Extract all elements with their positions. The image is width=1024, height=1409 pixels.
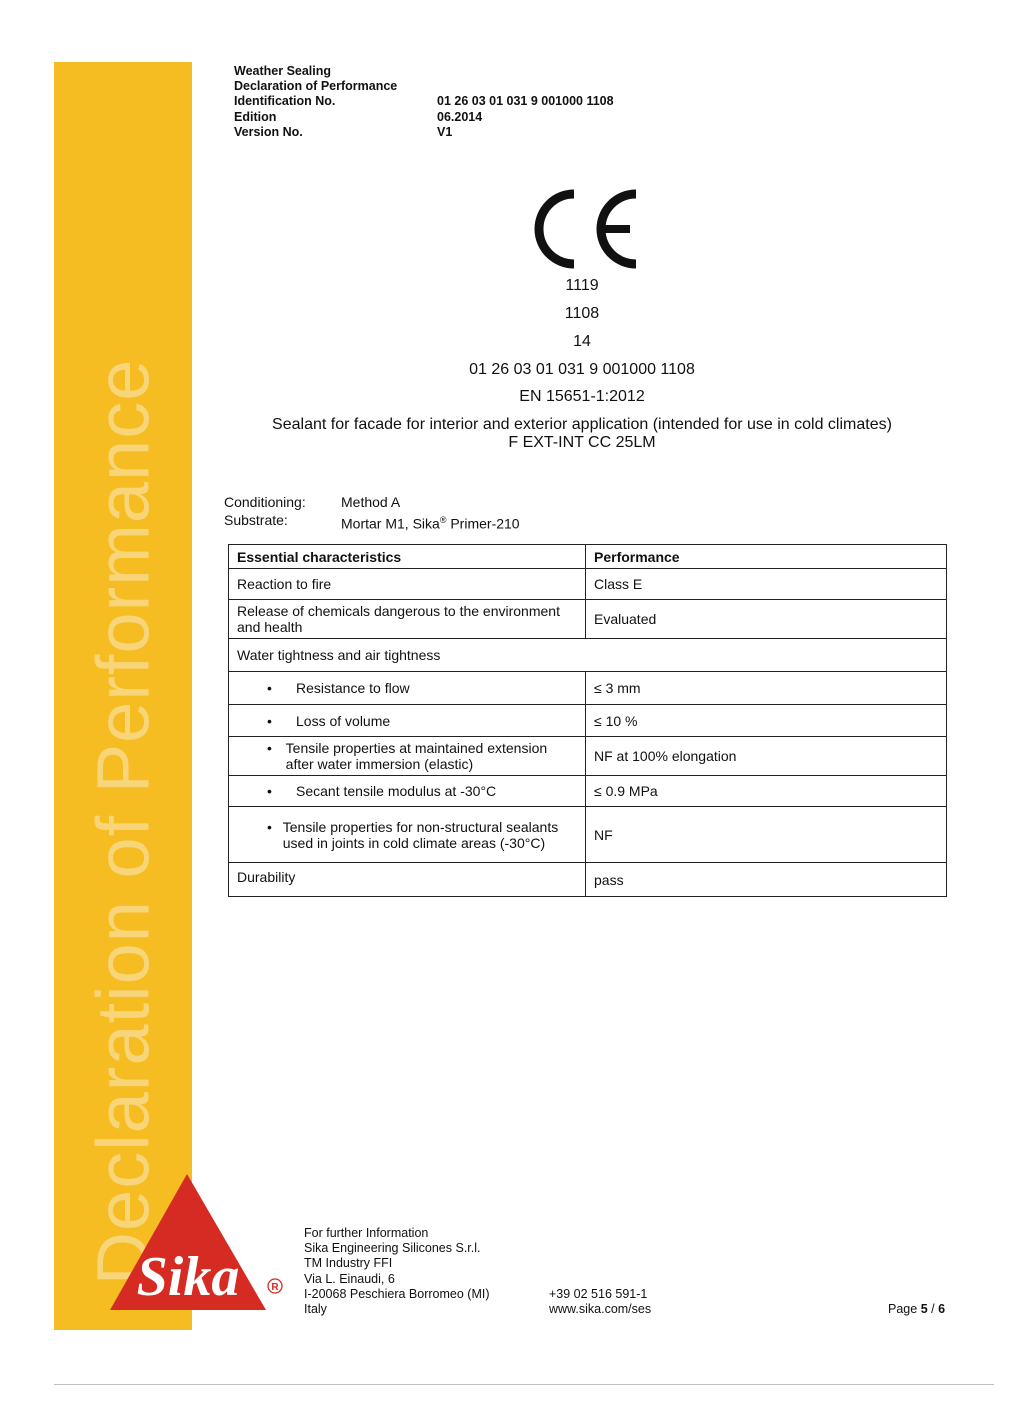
registered-mark: ® [439, 515, 447, 525]
bullet-icon: • [267, 740, 272, 756]
characteristic-label: Tensile properties for non-structural sealants used in joints in cold climate areas (-30°C) [282, 818, 559, 851]
header-row [234, 125, 614, 140]
footer-contact [549, 1287, 651, 1317]
substrate-value: Mortar M1, Sika® Primer-210 [341, 515, 520, 532]
document-header [234, 64, 614, 140]
characteristic-label: Loss of volume [296, 712, 391, 729]
notified-body-number: 1119 [565, 277, 599, 294]
performance-value: Evaluated [586, 600, 947, 639]
table-row [229, 672, 947, 705]
characteristic-group-label: Water tightness and air tightness [229, 639, 947, 672]
characteristic-label: Secant tensile modulus at -30°C [296, 783, 497, 799]
harmonised-standard: EN 15651-1:2012 [519, 388, 645, 405]
bullet-icon: • [267, 818, 272, 835]
performance-value: ≤ 0.9 MPa [586, 776, 947, 807]
column-header-characteristics: Essential characteristics [229, 545, 586, 569]
header-row-label: Identification No. [234, 94, 336, 109]
header-title: Declaration of Performance [234, 79, 398, 94]
svg-text:R: R [271, 1282, 279, 1293]
header-row [234, 110, 614, 125]
table-row [229, 639, 947, 672]
ce-mark-icon [526, 188, 642, 270]
characteristic-label: Release of chemicals dangerous to the environment and health [229, 600, 586, 639]
performance-value: ≤ 10 % [586, 705, 947, 737]
table-row [229, 776, 947, 807]
sika-logo-text: Sika [136, 1246, 240, 1308]
bullet-icon: • [267, 783, 272, 799]
header-category: Weather Sealing [234, 64, 332, 78]
certificate-number: 1108 [564, 305, 600, 322]
product-description: Sealant for facade for interior and exterior application (intended for use in cold climates) [272, 416, 892, 433]
ce-year: 14 [573, 333, 591, 350]
sika-logo [108, 1172, 288, 1314]
footer-phone: +39 02 516 591-1 [549, 1287, 648, 1301]
table-row [229, 863, 947, 897]
characteristic-label: Reaction to fire [229, 569, 586, 600]
performance-value: Class E [586, 569, 947, 600]
table-row [229, 737, 947, 776]
header-row-label: Version No. [234, 124, 303, 139]
column-header-performance: Performance [586, 545, 947, 569]
substrate-label: Substrate: [224, 512, 288, 528]
header-row-value: V1 [437, 124, 453, 139]
performance-value: NF at 100% elongation [586, 737, 947, 776]
ce-identification: 01 26 03 01 031 9 001000 1108 [469, 361, 695, 378]
table-row [229, 569, 947, 600]
essential-characteristics-table [228, 544, 947, 897]
table-row [229, 705, 947, 737]
sidebar-title: Declaration of Performance [81, 358, 165, 1286]
scan-edge-line [54, 1384, 994, 1385]
bullet-icon: • [267, 680, 272, 696]
characteristic-label: Tensile properties at maintained extension after water immersion (elastic) [285, 740, 548, 772]
conditioning-value: Method A [341, 494, 401, 510]
test-conditions [224, 493, 520, 533]
table-row [229, 600, 947, 639]
characteristic-label: Resistance to flow [296, 680, 410, 696]
footer-website-link[interactable]: www.sika.com/ses [549, 1302, 652, 1317]
product-class-code: F EXT-INT CC 25LM [508, 434, 656, 451]
header-row [234, 94, 614, 109]
page-number: Page 5 / 6 [888, 1302, 946, 1316]
table-header-row [229, 545, 947, 569]
performance-value: NF [586, 807, 947, 863]
performance-value: pass [586, 863, 947, 897]
header-row-value: 01 26 03 01 031 9 001000 1108 [437, 94, 614, 109]
performance-value: ≤ 3 mm [586, 672, 947, 705]
footer-address: For further Information Sika Engineering Silicones S.r.l. TM Industry FFI Via L. Einaudi, 6 I-20068 Peschiera Borromeo (MI) Italy [304, 1226, 490, 1317]
sidebar-band [54, 62, 192, 1330]
bullet-icon: • [267, 712, 272, 729]
table-row [229, 807, 947, 863]
header-row-label: Edition [234, 109, 277, 124]
characteristic-label: Durability [229, 863, 586, 897]
conditioning-label: Conditioning: [224, 494, 306, 510]
header-row-value: 06.2014 [437, 109, 483, 124]
